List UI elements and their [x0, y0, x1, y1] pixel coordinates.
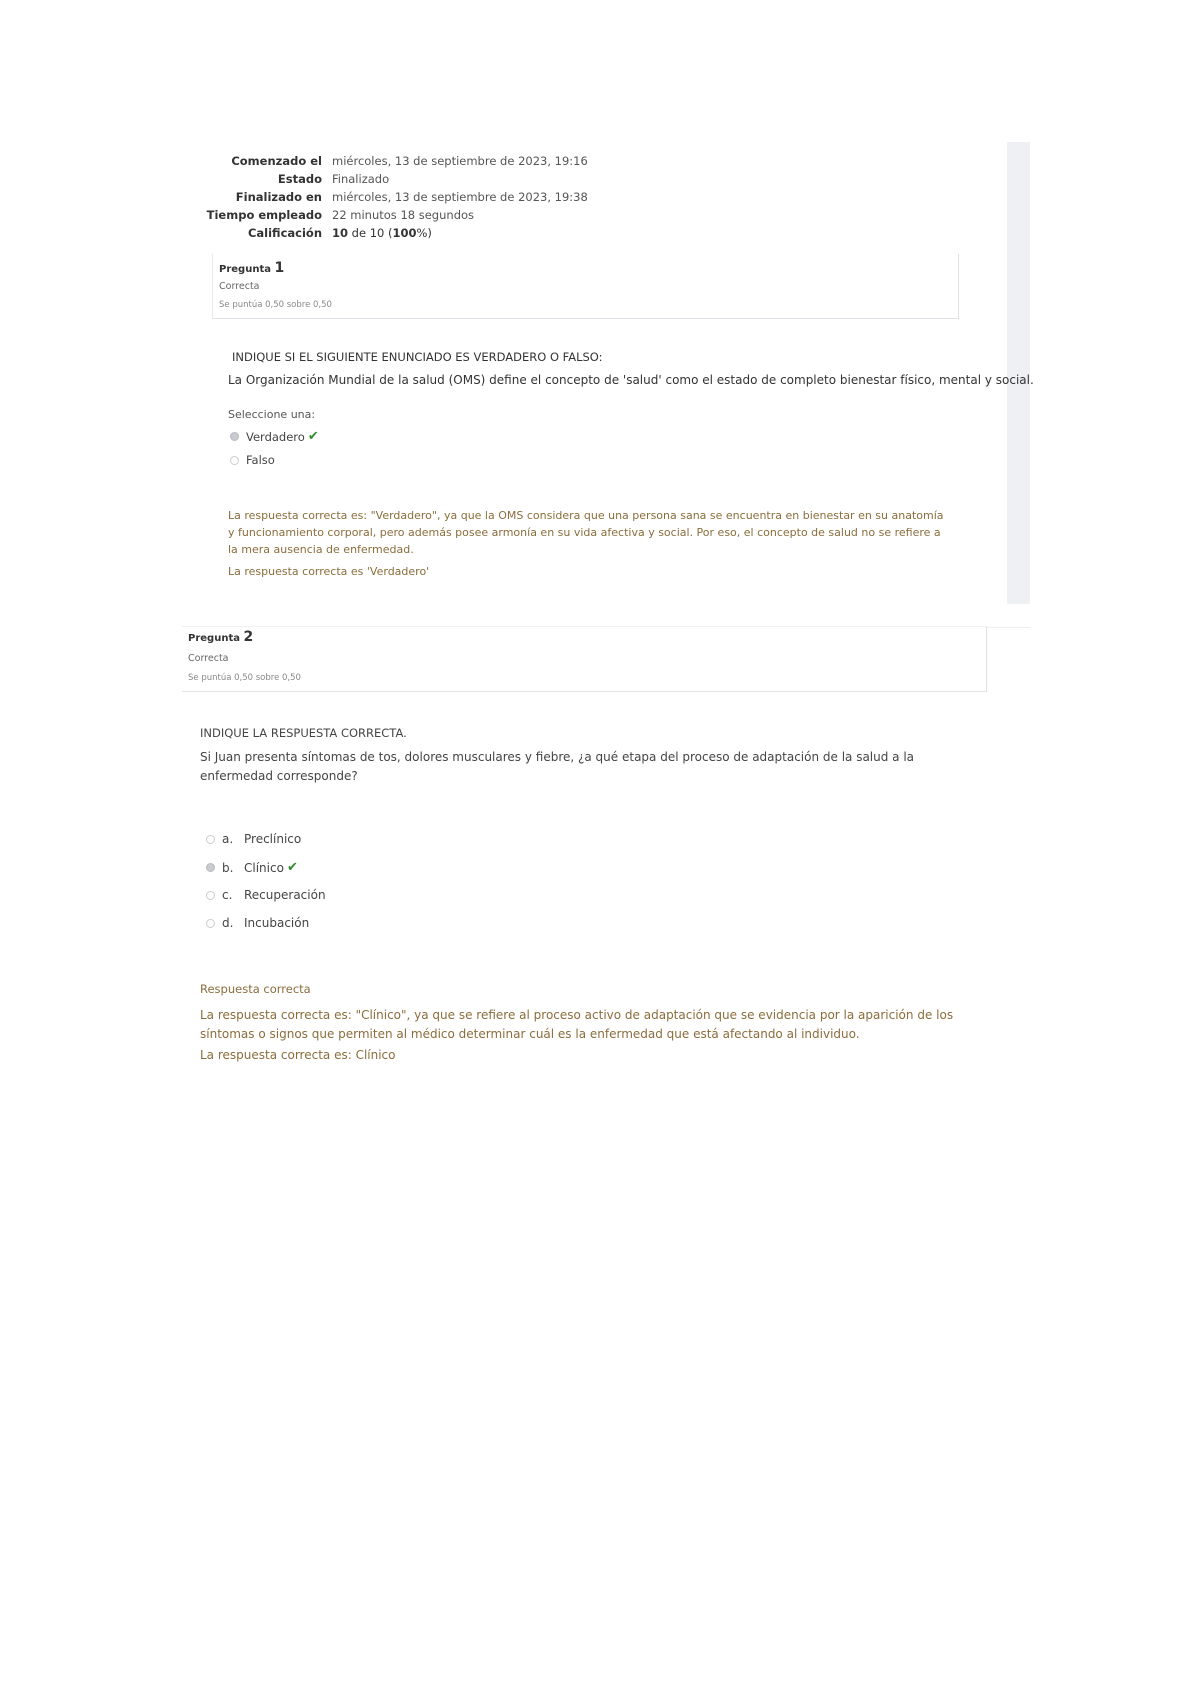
- question-2-info: [182, 626, 987, 692]
- radio-button[interactable]: [206, 863, 215, 872]
- radio-button[interactable]: [206, 835, 215, 844]
- question-2-feedback: La respuesta correcta es: "Clínico", ya que se refiere al proceso activo de adaptación que se evidencia por la aparición de los síntomas o signos que permiten al médico determinar cuál es la enfermedad que está afectando al individuo.: [200, 1008, 954, 1041]
- option-label: Falso: [246, 453, 275, 467]
- question-state: Correcta: [219, 281, 260, 292]
- option-letter: b.: [222, 860, 234, 875]
- question-label: Pregunta: [219, 264, 271, 275]
- question-grade: Se puntúa 0,50 sobre 0,50: [188, 673, 301, 683]
- grade-score: 10: [332, 226, 349, 240]
- question-2-status: Respuesta correcta: [200, 982, 311, 996]
- option-a[interactable]: [206, 832, 301, 846]
- summary-value: Finalizado: [332, 172, 390, 186]
- option-label: Clínico: [244, 860, 284, 875]
- option-letter: d.: [222, 916, 234, 930]
- radio-button[interactable]: [230, 432, 239, 441]
- summary-label: Comenzado el: [231, 154, 322, 168]
- question-2-instruction: INDIQUE LA RESPUESTA CORRECTA.: [200, 726, 407, 740]
- question-state: Correcta: [188, 653, 229, 664]
- question-1-instruction: INDIQUE SI EL SIGUIENTE ENUNCIADO ES VERDADERO O FALSO:: [232, 350, 603, 364]
- checkmark-icon: ✔: [307, 429, 319, 444]
- summary-row-grade: [200, 224, 588, 242]
- radio-button[interactable]: [230, 456, 239, 465]
- question-1-prompt: Seleccione una:: [228, 408, 316, 421]
- question-num: 2: [243, 629, 254, 645]
- summary-row-started: [200, 152, 588, 170]
- summary-label: Finalizado en: [235, 190, 322, 204]
- summary-value: [332, 224, 432, 242]
- summary-label: Calificación: [247, 226, 322, 240]
- summary-row-state: [200, 170, 588, 188]
- option-label: Verdadero: [246, 429, 305, 444]
- radio-button[interactable]: [206, 891, 215, 900]
- question-grade: Se puntúa 0,50 sobre 0,50: [219, 300, 332, 310]
- summary-value: 22 minutos 18 segundos: [332, 208, 475, 222]
- question-1-statement: La Organización Mundial de la salud (OMS) define el concepto de 'salud' como el estado de completo bienestar físico, mental y social.: [228, 373, 1034, 387]
- summary-label: Tiempo empleado: [206, 208, 322, 222]
- question-2-statement: Si Juan presenta síntomas de tos, dolores musculares y fiebre, ¿a qué etapa del proceso de adaptación de la salud a la enfermedad corresponde?: [200, 750, 915, 783]
- summary-label: Estado: [277, 172, 322, 186]
- question-number: [219, 260, 284, 276]
- option-c[interactable]: [206, 888, 326, 902]
- radio-button[interactable]: [206, 919, 215, 928]
- grade-percent: 100: [392, 226, 417, 240]
- summary-row-finished: [200, 188, 588, 206]
- grade-end: %): [416, 226, 432, 240]
- checkmark-icon: ✔: [286, 860, 298, 875]
- option-letter: a.: [222, 832, 234, 846]
- grade-rest: de 10 (: [348, 226, 393, 240]
- option-d[interactable]: [206, 916, 309, 930]
- option-label: Preclínico: [244, 832, 302, 846]
- option-verdadero[interactable]: [230, 429, 319, 444]
- option-label: Incubación: [244, 916, 310, 930]
- question-label: Pregunta: [188, 633, 240, 644]
- question-1-info: [212, 254, 959, 319]
- summary-value: miércoles, 13 de septiembre de 2023, 19:16: [332, 154, 588, 168]
- question-number: [188, 629, 253, 645]
- attempt-summary: [200, 152, 588, 242]
- question-2-right-answer: La respuesta correcta es: Clínico: [200, 1048, 396, 1062]
- option-label: Recuperación: [244, 888, 326, 902]
- option-b[interactable]: [206, 860, 298, 875]
- question-1-right-answer: La respuesta correcta es 'Verdadero': [228, 565, 430, 578]
- option-falso[interactable]: [230, 453, 275, 467]
- summary-value: miércoles, 13 de septiembre de 2023, 19:38: [332, 190, 588, 204]
- summary-row-time: [200, 206, 588, 224]
- question-1-feedback: La respuesta correcta es: "Verdadero", ya que la OMS considera que una persona sana se encuentra en bienestar en su anatomía y funcionamiento corporal, pero además posee armonía en su vida afectiva y social. Por eso, el concepto de salud no se refiere a la mera ausencia de enfermedad.: [228, 509, 944, 556]
- option-letter: c.: [222, 888, 233, 902]
- question-num: 1: [274, 260, 285, 276]
